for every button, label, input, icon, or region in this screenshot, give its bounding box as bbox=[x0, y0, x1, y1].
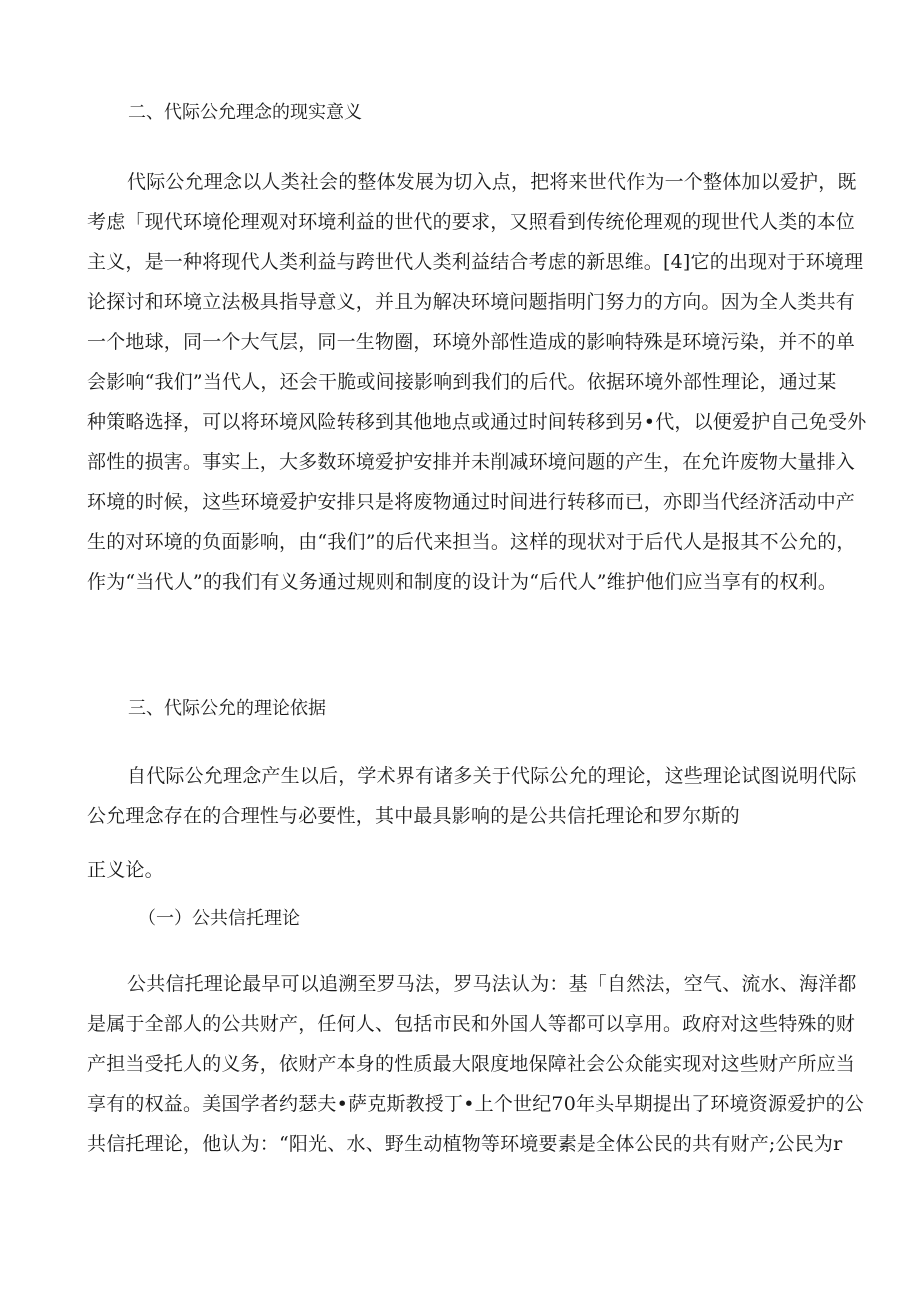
paragraph-line: 自代际公允理念产生以后，学术界有诸多关于代际公允的理论，这些理论试图说明代际 bbox=[127, 765, 857, 787]
paragraph-line: 作为“当代人”的我们有义务通过规则和制度的设计为“后代人”维护他们应当享有的权利。 bbox=[87, 571, 838, 593]
paragraph-line: 生的对环境的负面影响，由“我们”的后代来担当。这样的现状对于后代人是报其不公允的， bbox=[87, 531, 856, 553]
section-2-paragraph bbox=[87, 162, 867, 602]
section-3-intro-paragraph bbox=[87, 756, 857, 836]
paragraph-line: 种策略选择，可以将环境风险转移到其他地点或通过时间转移到另•代，以便爱护自己免受外 bbox=[87, 411, 867, 433]
paragraph-line: 部性的损害。事实上，大多数环境爱护安排并未削减环境问题的产生，在允许废物大量排入 bbox=[87, 451, 856, 473]
subsection-1-paragraph bbox=[87, 964, 864, 1164]
paragraph-line: 论探讨和环境立法极具指导意义，并且为解决环境问题指明门努力的方向。因为全人类共有 bbox=[87, 291, 856, 313]
paragraph-line: 享有的权益。美国学者约瑟夫•萨克斯教授丁•上个世纪70年头早期提出了环境资源爱护的公 bbox=[87, 1093, 864, 1115]
paragraph-line: 是属于全部人的公共财产，任何人、包括市民和外国人等都可以享用。政府对这些特殊的财 bbox=[87, 1013, 856, 1035]
paragraph-line: 产担当受托人的义务，依财产本身的性质最大限度地保障社会公众能实现对这些财产所应当 bbox=[87, 1053, 856, 1075]
subsection-1-heading: （一）公共信托理论 bbox=[138, 908, 300, 929]
paragraph-line: 公允理念存在的合理性与必要性，其中最具影响的是公共信托理论和罗尔斯的 bbox=[87, 805, 740, 827]
paragraph-line: 主义，是一种将现代人类利益与跨世代人类利益结合考虑的新思维。[4]它的出现对于环境理 bbox=[87, 251, 864, 273]
paragraph-line: 正义论。 bbox=[87, 859, 164, 881]
paragraph-line: 考虑「现代环境伦理观对环境利益的世代的要求，又照看到传统伦理观的现世代人类的本位 bbox=[87, 211, 856, 233]
paragraph-line: 会影响“我们”当代人，还会干脆或间接影响到我们的后代。依据环境外部性理论，通过某 bbox=[87, 371, 837, 393]
section-2-heading: 二、代际公允理念的现实意义 bbox=[128, 102, 362, 123]
section-3-intro-tail bbox=[87, 850, 827, 890]
paragraph-line: 环境的时候，这些环境爱护安排只是将废物通过时间进行转移而已，亦即当代经济活动中产 bbox=[87, 491, 856, 513]
paragraph-line: 公共信托理论最早可以追溯至罗马法，罗马法认为：基「自然法，空气、流水、海洋都 bbox=[127, 973, 857, 995]
paragraph-line: 一个地球，同一个大气层，同一生物圈，环境外部性造成的影响特殊是环境污染，并不的单 bbox=[87, 331, 856, 353]
section-3-heading: 三、代际公允的理论依据 bbox=[128, 698, 326, 719]
paragraph-line: 代际公允理念以人类社会的整体发展为切入点，把将来世代作为一个整体加以爱护，既 bbox=[127, 171, 857, 193]
paragraph-line: 共信托理论，他认为：“阳光、水、野生动植物等环境要素是全体公民的共有财产;公民为r bbox=[87, 1133, 843, 1155]
